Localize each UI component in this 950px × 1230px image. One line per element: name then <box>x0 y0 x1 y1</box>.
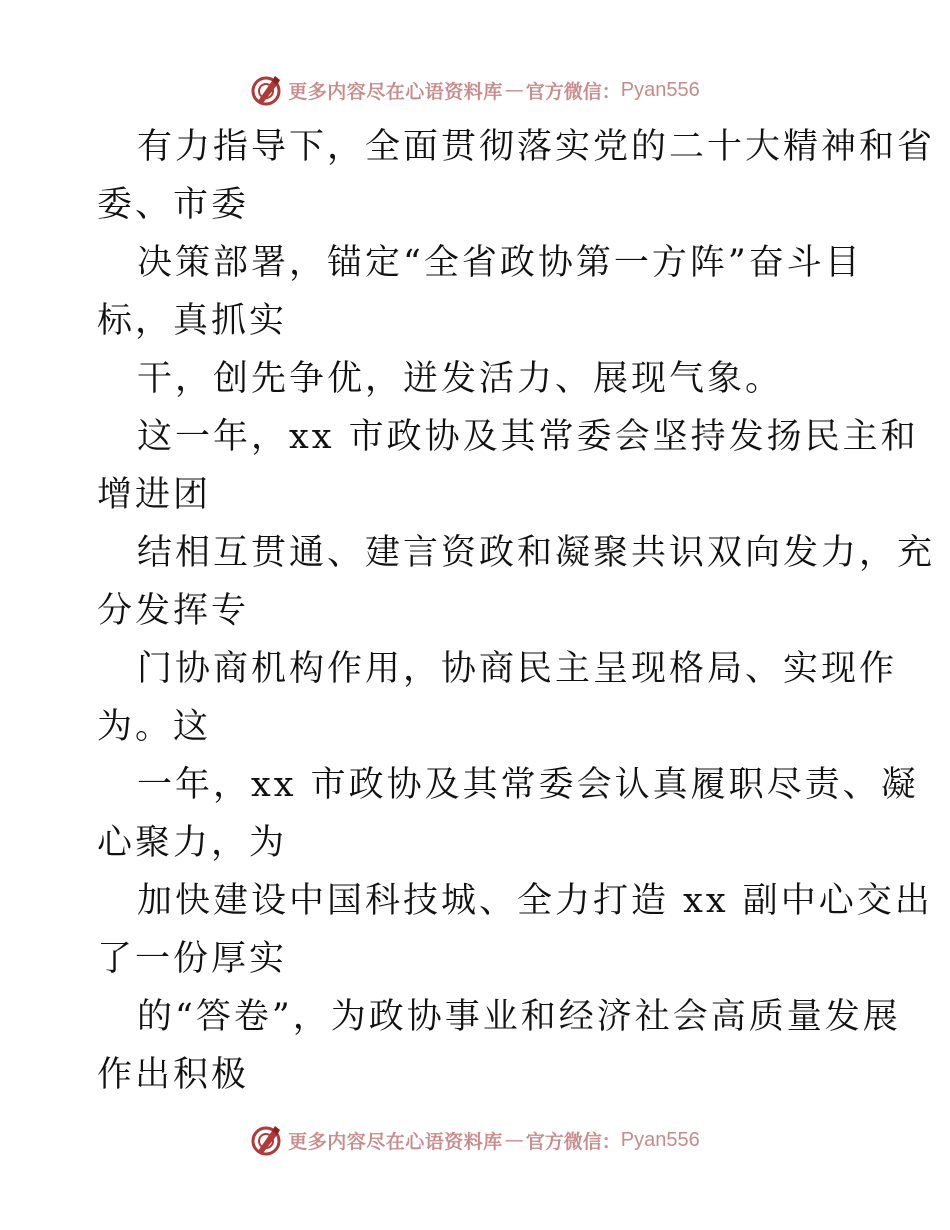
body-line: 这一年，xx 市政协及其常委会坚持发扬民主和 <box>137 417 919 457</box>
header-promo-text: 更多内容尽在心语资料库 <box>288 80 503 103</box>
pen-logo-icon <box>250 1123 284 1157</box>
body-line: 委、市委 <box>97 185 250 225</box>
body-line: 决策部署，锚定“全省政协第一方阵”奋斗目 <box>137 243 863 283</box>
body-line: 分发挥专 <box>97 591 250 631</box>
body-line: 作出积极 <box>97 1055 250 1095</box>
header-wechat-id: Pyan556 <box>620 78 700 101</box>
footer-separator: — <box>504 1129 524 1151</box>
footer-wechat-label: 官方微信： <box>525 1130 621 1153</box>
body-line: 了一份厚实 <box>97 939 288 979</box>
header-banner <box>0 72 950 108</box>
body-line: 标，真抓实 <box>97 301 288 341</box>
body-line: 的“答卷”，为政协事业和经济社会高质量发展 <box>137 997 901 1037</box>
header-wechat-label: 官方微信： <box>525 80 621 103</box>
pen-logo-icon <box>250 73 284 107</box>
body-line: 心聚力，为 <box>97 823 288 863</box>
body-line: 门协商机构作用，协商民主呈现格局、实现作 <box>137 649 898 689</box>
body-line: 干，创先争优，迸发活力、展现气象。 <box>137 359 784 399</box>
body-line: 一年，xx 市政协及其常委会认真履职尽责、凝 <box>137 765 919 805</box>
footer-promo-text: 更多内容尽在心语资料库 <box>288 1130 503 1153</box>
body-line: 结相互贯通、建言资政和凝聚共识双向发力，充 <box>137 533 936 573</box>
header-separator: — <box>504 79 524 101</box>
footer-banner <box>0 1122 950 1158</box>
body-line: 有力指导下，全面贯彻落实党的二十大精神和省 <box>137 127 936 167</box>
body-line: 增进团 <box>97 475 212 515</box>
body-line: 为。这 <box>97 707 212 747</box>
body-line: 加快建设中国科技城、全力打造 xx 副中心交出 <box>137 881 933 921</box>
footer-wechat-id: Pyan556 <box>620 1128 700 1151</box>
